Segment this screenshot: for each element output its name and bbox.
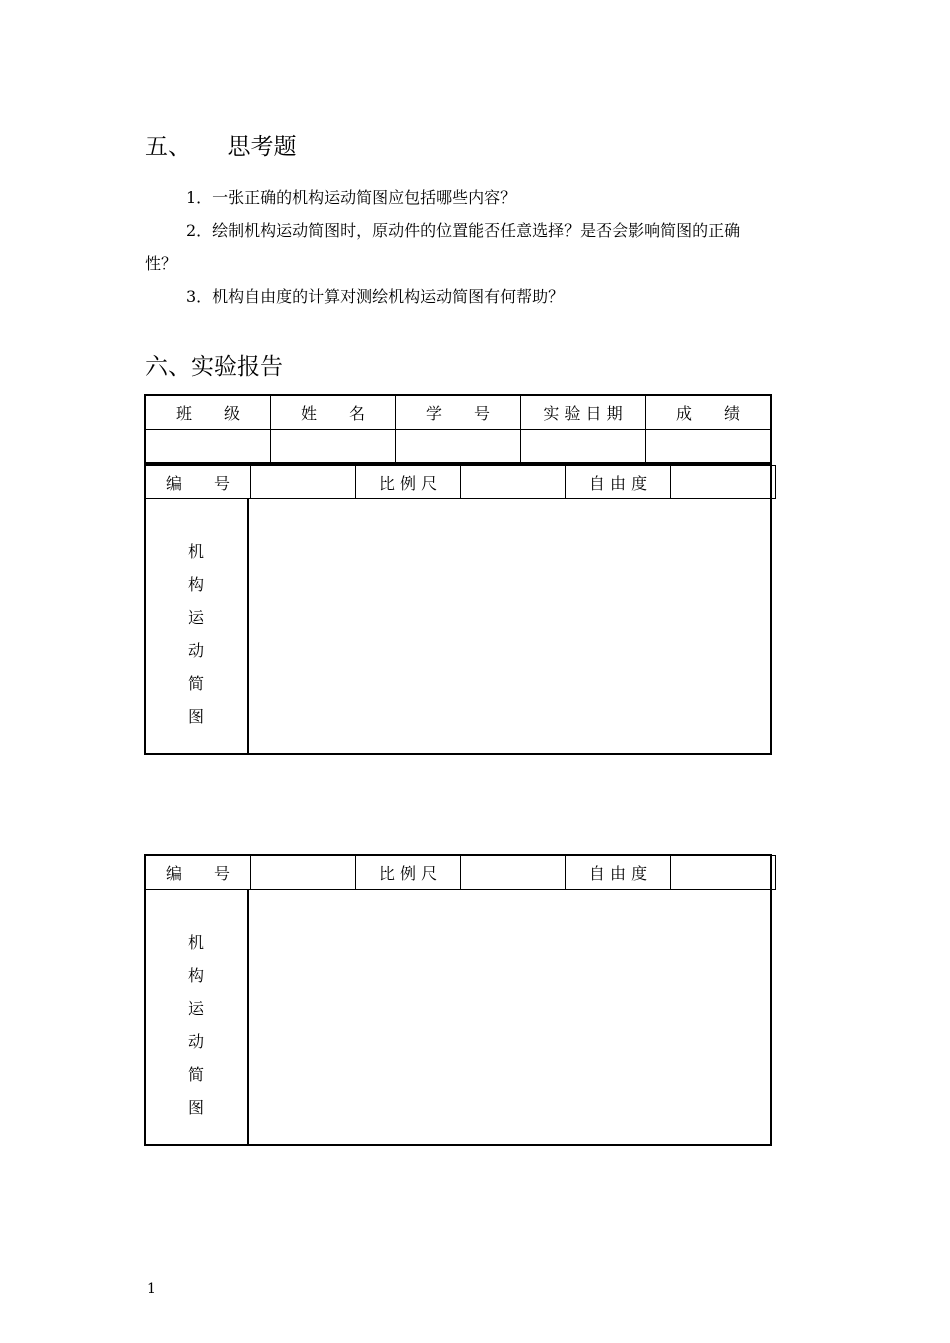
field-number[interactable] (251, 466, 356, 499)
cell-name[interactable] (271, 430, 396, 464)
diagram-label-char: 运 (187, 999, 204, 1018)
label-scale: 比 例 尺 (356, 856, 461, 890)
cell-grade[interactable] (646, 430, 771, 464)
question-2-continued: 性？ (145, 254, 178, 273)
header-class: 班 级 (146, 396, 271, 430)
page-number: 1 (147, 1281, 156, 1297)
diagram-area-2[interactable] (249, 890, 771, 1145)
diagram-label-char: 简 (187, 1065, 204, 1084)
label-dof: 自 由 度 (566, 856, 671, 890)
diagram-label-char: 图 (187, 1098, 204, 1117)
diagram-label-1 (145, 499, 247, 754)
section6-heading: 六、实验报告 (145, 354, 283, 380)
section5-heading: 五、 思考题 (145, 134, 297, 160)
question-2: 2．绘制机构运动简图时，原动件的位置能否任意选择？是否会影响简图的正确 (186, 221, 741, 240)
field-number[interactable] (251, 856, 356, 890)
field-scale[interactable] (461, 466, 566, 499)
cell-class[interactable] (146, 430, 271, 464)
label-scale: 比 例 尺 (356, 466, 461, 499)
label-dof: 自 由 度 (566, 466, 671, 499)
diagram-label-char: 机 (187, 542, 204, 561)
diagram-label-char: 构 (187, 575, 204, 594)
diagram-label-char: 动 (187, 641, 204, 660)
info-table (145, 395, 771, 464)
diagram-area-1[interactable] (249, 499, 771, 754)
diagram-label-char: 运 (187, 608, 204, 627)
diagram-label-char: 机 (187, 933, 204, 952)
mechanism-block-2-header (145, 855, 776, 890)
field-dof[interactable] (671, 466, 776, 499)
mechanism-block-1-header (145, 465, 776, 499)
label-number: 编 号 (146, 466, 251, 499)
header-grade: 成 绩 (646, 396, 771, 430)
field-dof[interactable] (671, 856, 776, 890)
header-student-id: 学 号 (396, 396, 521, 430)
diagram-label-2 (145, 890, 247, 1145)
header-name: 姓 名 (271, 396, 396, 430)
diagram-label-char: 简 (187, 674, 204, 693)
field-scale[interactable] (461, 856, 566, 890)
cell-date[interactable] (521, 430, 646, 464)
diagram-label-char: 图 (187, 707, 204, 726)
diagram-label-char: 构 (187, 966, 204, 985)
question-3: 3．机构自由度的计算对测绘机构运动简图有何帮助？ (186, 287, 565, 306)
question-1: 1．一张正确的机构运动简图应包括哪些内容？ (186, 188, 517, 207)
diagram-label-char: 动 (187, 1032, 204, 1051)
cell-student-id[interactable] (396, 430, 521, 464)
label-number: 编 号 (146, 856, 251, 890)
header-date: 实 验 日 期 (521, 396, 646, 430)
